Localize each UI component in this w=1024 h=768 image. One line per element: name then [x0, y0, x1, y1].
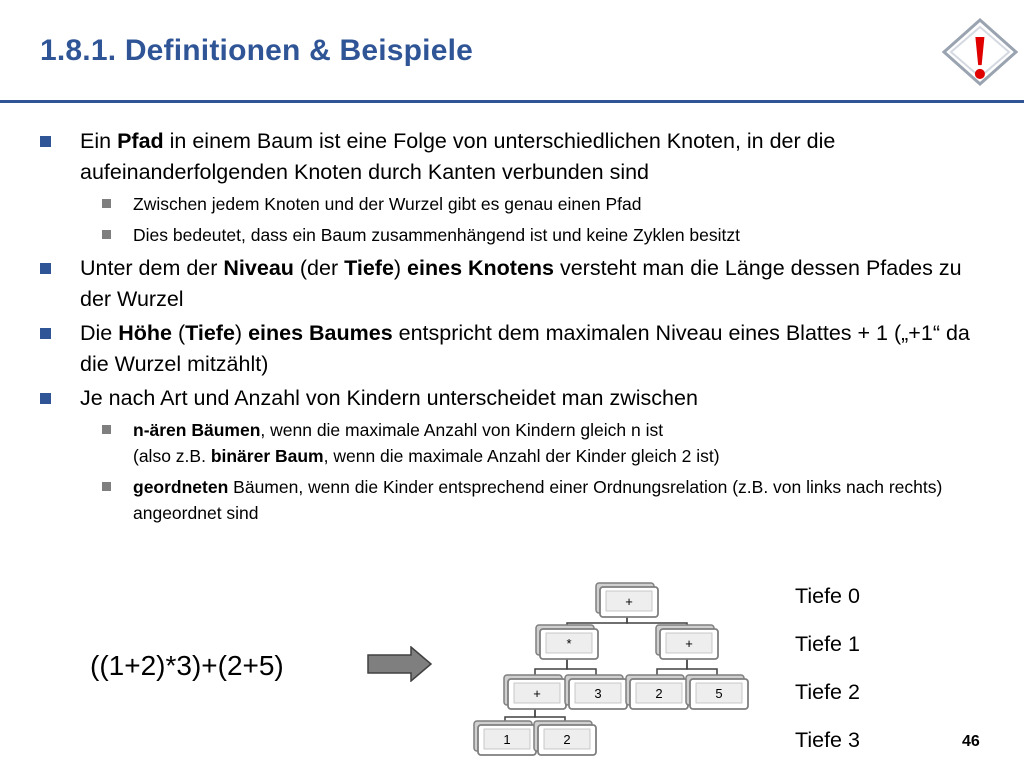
bullet-text: (der [293, 256, 345, 280]
depth-label-3: Tiefe 3 [795, 728, 860, 752]
bullet-text: ( [171, 321, 186, 345]
bullet-text: Unter dem der [80, 256, 224, 280]
alert-logo-glyph: ! [969, 24, 991, 86]
bullet-list [38, 126, 998, 531]
tree-node-label: 1 [503, 732, 511, 747]
sub-bullet-item [38, 191, 998, 217]
bullet-text: Dies bedeutet, dass ein Baum zusammenhängend ist und keine Zyklen besitzt [133, 225, 741, 245]
expression-text: ((1+2)*3)+(2+5) [90, 650, 284, 681]
tree-node-label: + [533, 686, 541, 701]
slide-title [40, 34, 473, 68]
bullet-text-bold: Höhe [118, 321, 172, 345]
tree-node [534, 721, 596, 755]
bullet-square-icon [40, 136, 51, 147]
bullet-square-icon [102, 482, 111, 491]
bullet-item [38, 253, 998, 315]
tree-node [656, 625, 718, 659]
bullet-item [38, 383, 998, 414]
bullet-text-bold: eines Knotens [407, 256, 554, 280]
sub-bullet-item [38, 222, 998, 248]
bullet-text: ) [393, 256, 408, 280]
bullet-text-bold: Niveau [223, 256, 294, 280]
tree-node-label: * [566, 636, 572, 651]
tree-node [536, 625, 598, 659]
bullet-text: Bäumen, wenn die Kinder entsprechend einer Ordnungsrelation (z.B. von links nach rechts) angeordnet sind [133, 477, 943, 523]
sub-bullet-item [38, 474, 998, 526]
bullet-text-bold: Tiefe [344, 256, 394, 280]
bullet-text: Ein [80, 129, 118, 153]
sub-bullet-item [38, 417, 998, 469]
bullet-text-bold: geordneten [133, 477, 229, 497]
bullet-text: , wenn die maximale Anzahl der Kinder gleich 2 ist) [323, 446, 720, 466]
tree-node-label: + [685, 636, 693, 651]
bullet-text: in einem Baum ist eine Folge von unterschiedlichen Knoten, in der die aufeinanderfolgenden Knoten durch Kanten verbunden sind [80, 129, 836, 184]
tree-node-label: 2 [563, 732, 571, 747]
bullet-text: Zwischen jedem Knoten und der Wurzel gibt es genau einen Pfad [133, 194, 642, 214]
depth-label-0: Tiefe 0 [795, 584, 860, 608]
tree-node-label: 3 [594, 686, 602, 701]
tree-node [504, 675, 566, 709]
bullet-square-icon [40, 263, 51, 274]
bullet-text: (also z.B. [133, 446, 211, 466]
bullet-text-bold: binärer Baum [210, 446, 324, 466]
tree-node-label: + [625, 594, 633, 609]
bullet-item [38, 318, 998, 380]
bullet-text-bold: eines Baumes [248, 321, 393, 345]
slide-heading: Definitionen & Beispiele [124, 34, 474, 67]
depth-label-2: Tiefe 2 [795, 680, 860, 704]
bullet-square-icon [102, 199, 111, 208]
tree-node-label: 5 [715, 686, 723, 701]
bullet-text-bold: Tiefe [185, 321, 235, 345]
bullet-square-icon [102, 230, 111, 239]
tree-node [596, 583, 658, 617]
tree-node [626, 675, 688, 709]
bullet-text: entspricht dem maximalen Niveau eines Blattes + 1 („+1“ da die Wurzel mitzählt) [80, 321, 970, 376]
arrow-right-icon [367, 646, 433, 682]
tree-node [565, 675, 627, 709]
bullet-square-icon [102, 425, 111, 434]
bullet-text: versteht man die Länge dessen Pfades zu der Wurzel [80, 256, 962, 311]
depth-label-1: Tiefe 1 [795, 632, 860, 656]
alert-logo-icon [942, 18, 1018, 86]
title-divider [0, 100, 1024, 103]
bullet-text: ) [234, 321, 249, 345]
bullet-text-bold: n-ären Bäumen [133, 420, 261, 440]
bullet-text: , wenn die maximale Anzahl von Kindern gleich n ist [260, 420, 664, 440]
bullet-square-icon [40, 393, 51, 404]
page-number: 46 [962, 733, 980, 750]
bullet-text: Die [80, 321, 119, 345]
tree-node [474, 721, 536, 755]
slide-number: 1.8.1. [40, 34, 117, 67]
bullet-text-bold: Pfad [117, 129, 164, 153]
bullet-text: Je nach Art und Anzahl von Kindern unterscheidet man zwischen [80, 386, 698, 410]
bullet-square-icon [40, 328, 51, 339]
bullet-item [38, 126, 998, 188]
tree-node [686, 675, 748, 709]
tree-node-label: 2 [655, 686, 663, 701]
